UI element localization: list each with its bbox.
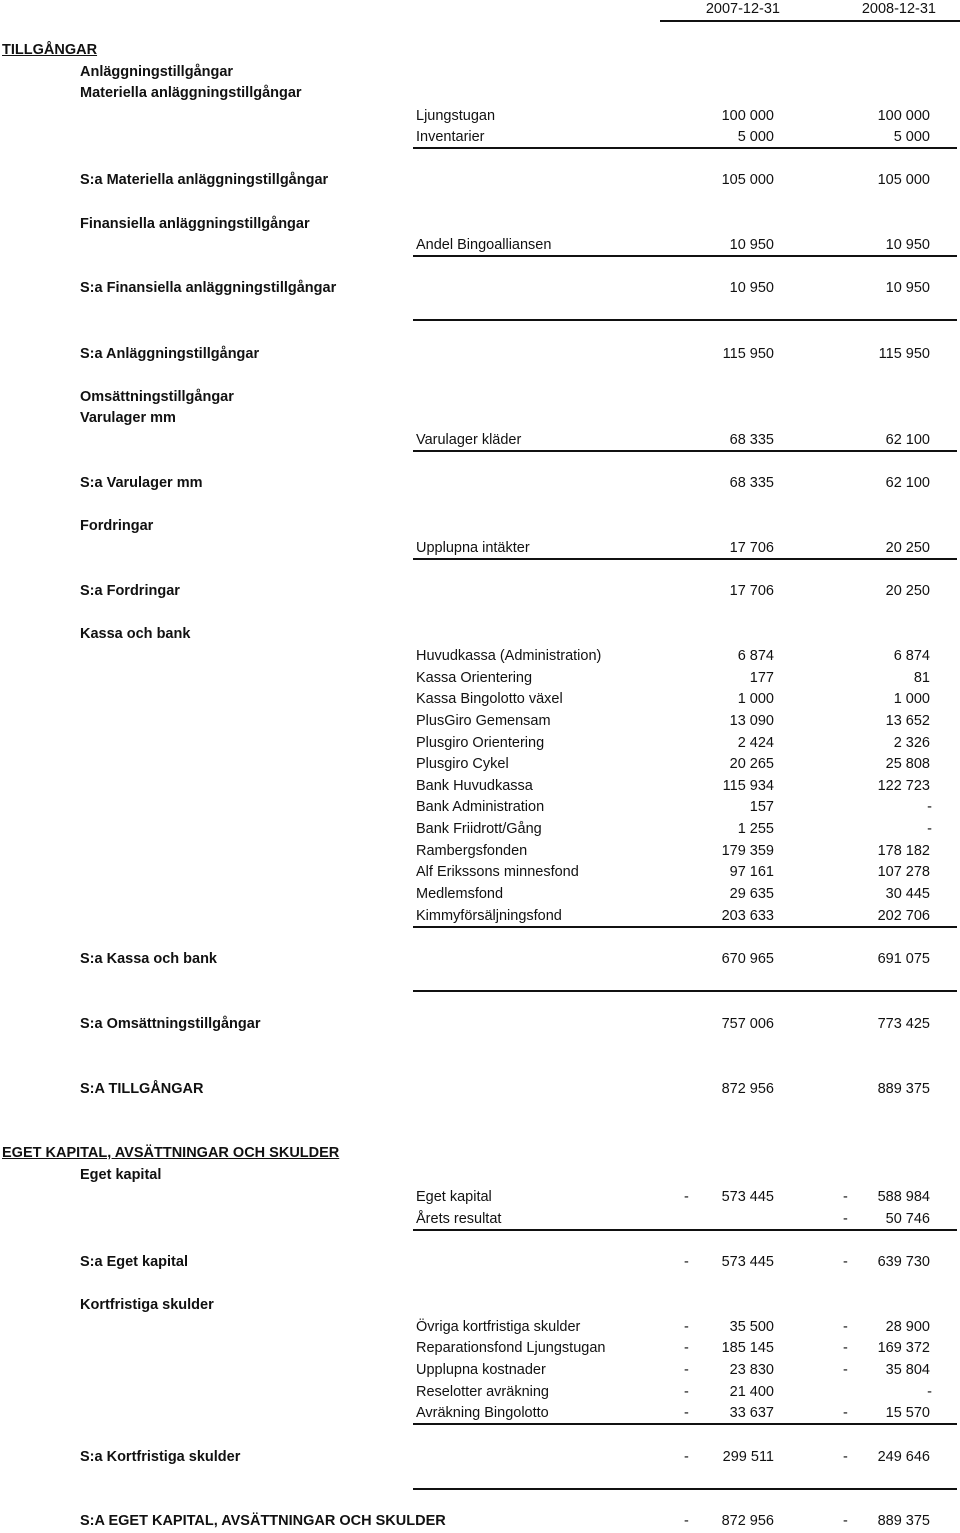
sum-value-2008: 105 000 xyxy=(877,172,930,188)
row-label: Bank Administration xyxy=(416,799,545,815)
sum-label-receivables: S:a Fordringar xyxy=(80,583,180,599)
row-value-2008: 2 326 xyxy=(893,735,930,751)
group-title-financial: Finansiella anläggningstillgångar xyxy=(80,216,310,232)
sum-value-2007: 670 965 xyxy=(721,951,774,967)
sum-value-2007: 115 950 xyxy=(722,346,774,362)
row-label: Avräkning Bingolotto xyxy=(416,1405,549,1421)
row-label: Reselotter avräkning xyxy=(416,1384,549,1400)
row-value-2007: 185 145 xyxy=(721,1340,774,1356)
row-label: Övriga kortfristiga skulder xyxy=(416,1319,581,1335)
sum-value-2007: 10 950 xyxy=(729,280,774,296)
sum-value-2008: 773 425 xyxy=(877,1016,930,1032)
total-rule xyxy=(413,1488,957,1490)
subtotal-rule xyxy=(413,450,957,452)
row-value-2008: - xyxy=(927,799,932,815)
sum-label-financial: S:a Finansiella anläggningstillgångar xyxy=(80,280,337,296)
sum-label-inventory: S:a Varulager mm xyxy=(80,475,203,491)
sum-sign-2008: - xyxy=(843,1254,848,1270)
column-header-2007: 2007-12-31 xyxy=(705,1,780,17)
row-value-2007: 203 633 xyxy=(721,908,774,924)
row-value-2007: 21 400 xyxy=(729,1384,774,1400)
row-value-2007: 1 255 xyxy=(737,821,774,837)
row-value-2007: 29 635 xyxy=(729,886,774,902)
sum-value-2008: 10 950 xyxy=(885,280,930,296)
sum-label-cash: S:a Kassa och bank xyxy=(80,951,217,967)
row-label: Kassa Bingolotto växel xyxy=(416,691,563,707)
total-value-2007: 872 956 xyxy=(721,1081,774,1097)
row-label: PlusGiro Gemensam xyxy=(416,713,551,729)
total-sign-2008: - xyxy=(843,1513,848,1529)
row-sign-2007: - xyxy=(684,1340,689,1356)
sum-value-2007: 573 445 xyxy=(721,1254,774,1270)
row-value-2007: 115 934 xyxy=(722,778,774,794)
section-title-liabilities: EGET KAPITAL, AVSÄTTNINGAR OCH SKULDER xyxy=(2,1145,340,1161)
sum-value-2008: 249 646 xyxy=(877,1449,930,1465)
row-value-2008: 25 808 xyxy=(885,756,930,772)
row-label: Medlemsfond xyxy=(416,886,504,902)
row-value-2007: 10 950 xyxy=(729,237,774,253)
row-value-2007: 23 830 xyxy=(729,1362,774,1378)
total-label-liabilities: S:A EGET KAPITAL, AVSÄTTNINGAR OCH SKULDER xyxy=(80,1513,446,1529)
group-title-receivables: Fordringar xyxy=(80,518,154,534)
row-label: Varulager kläder xyxy=(416,432,522,448)
column-header-2008: 2008-12-31 xyxy=(861,1,936,17)
row-label: Huvudkassa (Administration) xyxy=(416,648,602,664)
row-sign-2007: - xyxy=(684,1405,689,1421)
row-value-2007: 13 090 xyxy=(729,713,774,729)
total-sign-2007: - xyxy=(684,1513,689,1529)
row-sign-2008: - xyxy=(843,1211,848,1227)
row-label: Rambergsfonden xyxy=(416,843,528,859)
row-value-2008: 122 723 xyxy=(877,778,930,794)
sum-sign-2007: - xyxy=(684,1254,689,1270)
row-value-2008: 28 900 xyxy=(885,1319,930,1335)
row-sign-2007: - xyxy=(684,1189,689,1205)
section-title-assets: TILLGÅNGAR xyxy=(2,42,98,58)
row-sign-2008: - xyxy=(843,1405,848,1421)
total-value-2008: 889 375 xyxy=(877,1081,930,1097)
row-value-2008: 10 950 xyxy=(885,237,930,253)
group-title-tangible: Materiella anläggningstillgångar xyxy=(80,85,302,101)
total-rule xyxy=(413,319,957,321)
subtotal-rule xyxy=(413,1423,957,1425)
row-value-2007: 5 000 xyxy=(737,129,774,145)
header-divider xyxy=(660,20,960,22)
row-value-2007: 17 706 xyxy=(729,540,774,556)
total-value-2008: 889 375 xyxy=(877,1513,930,1529)
sum-value-2007: 299 511 xyxy=(722,1449,774,1465)
row-value-2008: 169 372 xyxy=(877,1340,930,1356)
row-value-2008: 13 652 xyxy=(885,713,930,729)
row-value-2007: 2 424 xyxy=(737,735,774,751)
sum-value-2007: 17 706 xyxy=(729,583,774,599)
sum-value-2008: 691 075 xyxy=(877,951,930,967)
sum-sign-2008: - xyxy=(843,1449,848,1465)
row-label: Andel Bingoalliansen xyxy=(416,237,552,253)
row-value-2007: 68 335 xyxy=(729,432,774,448)
row-value-2008: 62 100 xyxy=(885,432,930,448)
row-value-2007: 179 359 xyxy=(721,843,774,859)
row-label: Alf Erikssons minnesfond xyxy=(416,864,579,880)
row-sign-2008: - xyxy=(843,1319,848,1335)
sum-value-2007: 757 006 xyxy=(721,1016,774,1032)
row-value-2008: - xyxy=(927,821,932,837)
row-label: Plusgiro Cykel xyxy=(416,756,509,772)
row-label: Bank Huvudkassa xyxy=(416,778,533,794)
row-value-2007: 573 445 xyxy=(721,1189,774,1205)
sum-label-equity: S:a Eget kapital xyxy=(80,1254,188,1270)
row-sign-2008: - xyxy=(843,1340,848,1356)
row-value-2008: 107 278 xyxy=(877,864,930,880)
row-label: Upplupna kostnader xyxy=(416,1362,546,1378)
row-sign-2007: - xyxy=(684,1362,689,1378)
row-label: Eget kapital xyxy=(416,1189,492,1205)
sum-label-fixed: S:a Anläggningstillgångar xyxy=(80,346,260,362)
group-title-short: Kortfristiga skulder xyxy=(80,1297,214,1313)
row-value-2007: 177 xyxy=(749,670,774,686)
sum-label-short: S:a Kortfristiga skulder xyxy=(80,1449,241,1465)
subtotal-rule xyxy=(413,926,957,928)
sum-value-2008: 20 250 xyxy=(885,583,930,599)
total-rule xyxy=(413,990,957,992)
group-title-current: Omsättningstillgångar xyxy=(80,389,234,405)
row-label: Årets resultat xyxy=(416,1211,502,1227)
row-value-2007: 100 000 xyxy=(721,108,774,124)
row-value-2008: 5 000 xyxy=(893,129,930,145)
sum-label-current: S:a Omsättningstillgångar xyxy=(80,1016,261,1032)
row-value-2008: 100 000 xyxy=(877,108,930,124)
row-sign-2008: - xyxy=(843,1362,848,1378)
row-value-2008: - xyxy=(927,1384,932,1400)
row-value-2008: 20 250 xyxy=(885,540,930,556)
row-value-2008: 1 000 xyxy=(893,691,930,707)
row-value-2007: 20 265 xyxy=(729,756,774,772)
total-value-2007: 872 956 xyxy=(721,1513,774,1529)
row-value-2008: 6 874 xyxy=(893,648,930,664)
row-label: Inventarier xyxy=(416,129,485,145)
sum-label-tangible: S:a Materiella anläggningstillgångar xyxy=(80,172,329,188)
row-sign-2008: - xyxy=(843,1189,848,1205)
row-value-2007: 157 xyxy=(749,799,774,815)
group-title-equity: Eget kapital xyxy=(80,1167,162,1183)
row-value-2008: 202 706 xyxy=(877,908,930,924)
row-value-2008: 81 xyxy=(913,670,930,686)
row-value-2007: 97 161 xyxy=(729,864,774,880)
row-label: Ljungstugan xyxy=(416,108,496,124)
subtotal-rule xyxy=(413,558,957,560)
sum-sign-2007: - xyxy=(684,1449,689,1465)
group-title-cash: Kassa och bank xyxy=(80,626,191,642)
row-label: Reparationsfond Ljungstugan xyxy=(416,1340,606,1356)
row-label: Kassa Orientering xyxy=(416,670,533,686)
row-value-2008: 15 570 xyxy=(885,1405,930,1421)
row-label: Kimmyförsäljningsfond xyxy=(416,908,562,924)
group-title-fixed: Anläggningstillgångar xyxy=(80,64,234,80)
sum-value-2007: 68 335 xyxy=(729,475,774,491)
row-label: Upplupna intäkter xyxy=(416,540,530,556)
row-value-2007: 35 500 xyxy=(729,1319,774,1335)
row-value-2008: 35 804 xyxy=(885,1362,930,1378)
row-value-2008: 178 182 xyxy=(877,843,930,859)
row-label: Plusgiro Orientering xyxy=(416,735,545,751)
sum-value-2008: 62 100 xyxy=(885,475,930,491)
row-value-2007: 1 000 xyxy=(737,691,774,707)
subtotal-rule xyxy=(413,255,957,257)
sum-value-2008: 115 950 xyxy=(878,346,930,362)
row-value-2007: 33 637 xyxy=(729,1405,774,1421)
total-label-assets: S:A TILLGÅNGAR xyxy=(80,1081,204,1097)
row-label: Bank Friidrott/Gång xyxy=(416,821,542,837)
sum-value-2007: 105 000 xyxy=(721,172,774,188)
sum-value-2008: 639 730 xyxy=(877,1254,930,1270)
row-value-2008: 30 445 xyxy=(885,886,930,902)
row-value-2008: 588 984 xyxy=(877,1189,930,1205)
subtotal-rule xyxy=(413,1229,957,1231)
row-value-2008: 50 746 xyxy=(885,1211,930,1227)
row-value-2007: 6 874 xyxy=(737,648,774,664)
row-sign-2007: - xyxy=(684,1384,689,1400)
group-title-inventory: Varulager mm xyxy=(80,410,176,426)
row-sign-2007: - xyxy=(684,1319,689,1335)
subtotal-rule xyxy=(413,147,957,149)
